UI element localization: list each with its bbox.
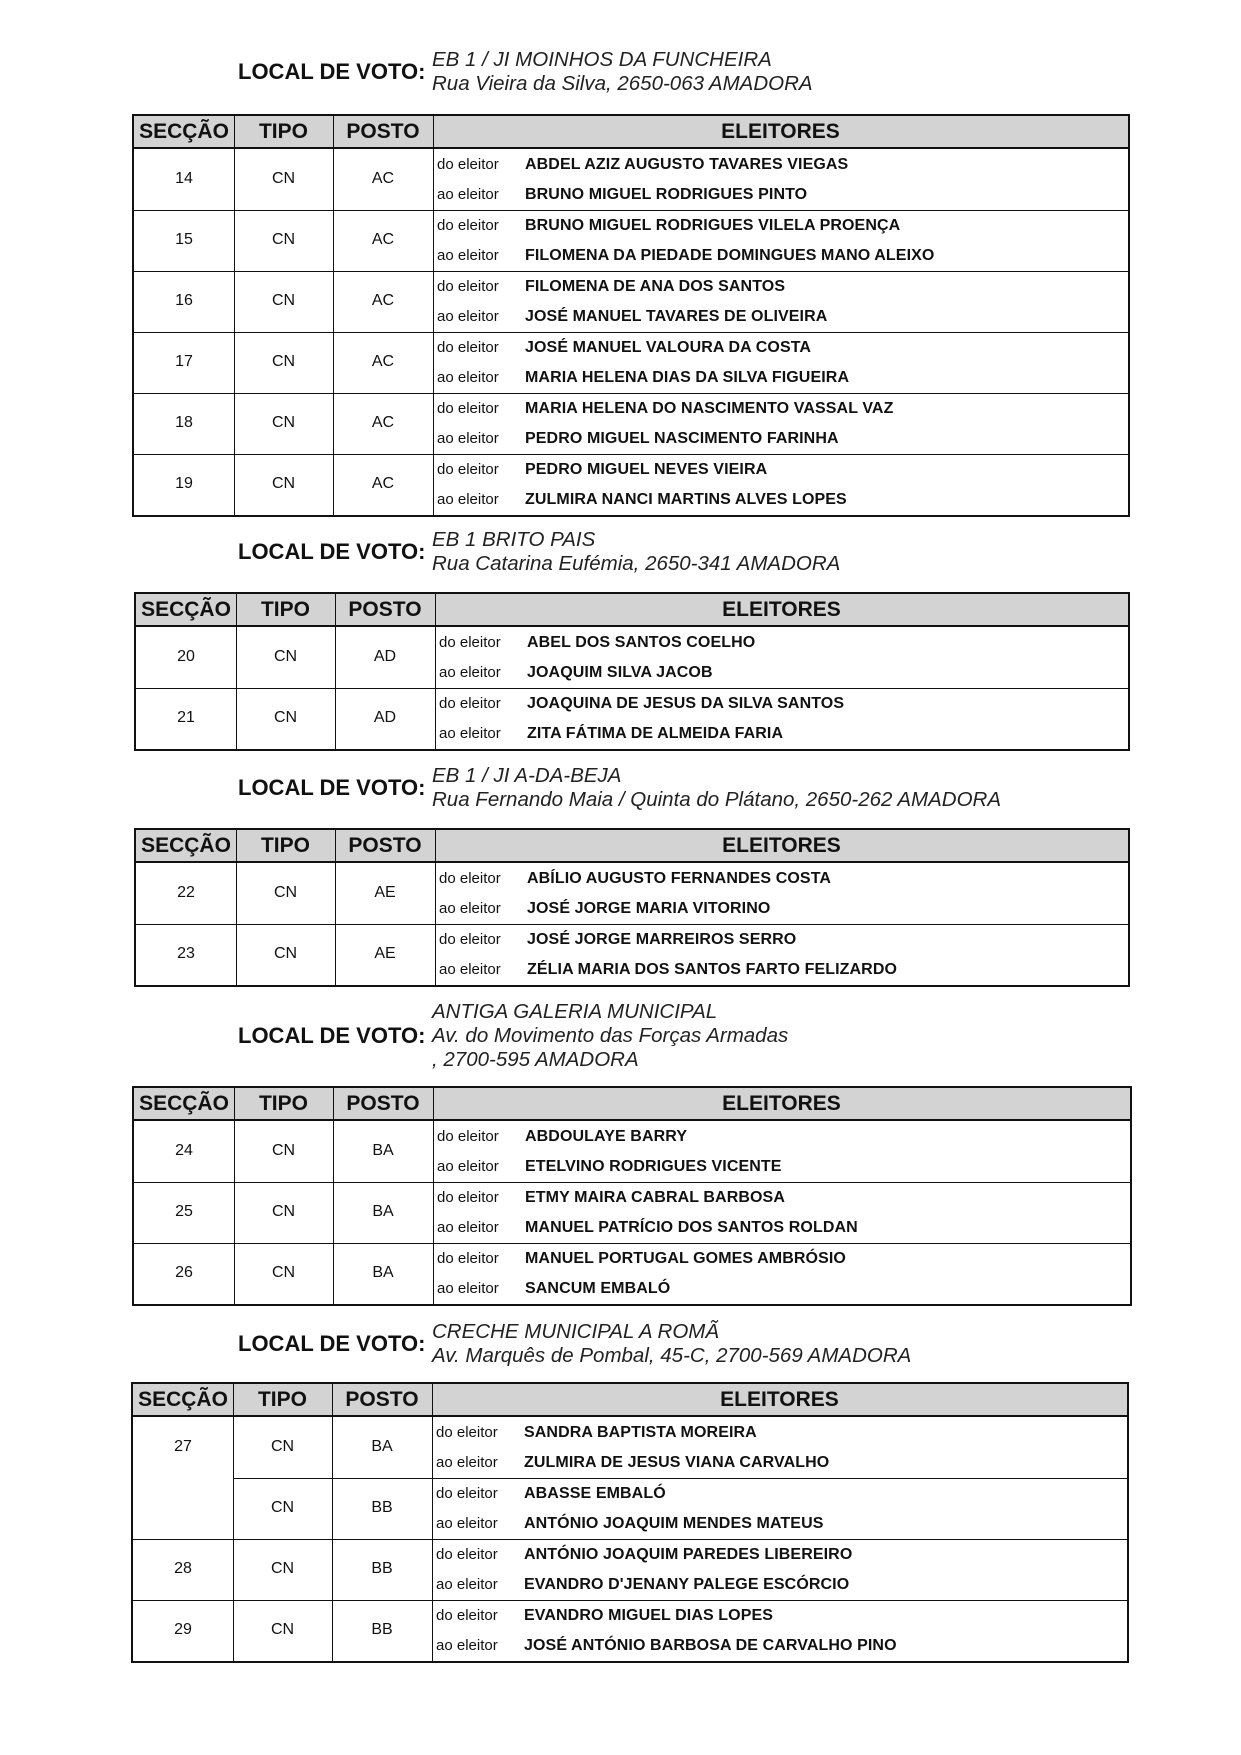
from-voter-name: ABDOULAYE BARRY — [525, 1128, 688, 1145]
address-line: Rua Catarina Eufémia, 2650-341 AMADORA — [432, 552, 841, 575]
header-posto: POSTO — [348, 598, 422, 621]
header-tipo: TIPO — [258, 1092, 308, 1115]
posto-value: AC — [371, 291, 395, 309]
header-tipo: TIPO — [260, 598, 310, 621]
table-row — [134, 1182, 1130, 1243]
table-row — [134, 210, 1128, 271]
header-eleitores: ELEITORES — [722, 834, 841, 857]
from-voter-line — [433, 150, 1128, 180]
from-voter-line — [433, 272, 1128, 302]
address-line: CRECHE MUNICIPAL A ROMÃ — [432, 1320, 720, 1343]
from-voter-name: SANDRA BAPTISTA MOREIRA — [524, 1424, 757, 1441]
to-voter-label: ao eleitor — [439, 961, 501, 978]
posto-value: AC — [371, 230, 395, 248]
table-header — [134, 116, 1128, 149]
from-voter-label: do eleitor — [437, 1189, 499, 1206]
tipo-value: CN — [271, 230, 296, 248]
to-voter-name: MANUEL PATRÍCIO DOS SANTOS ROLDAN — [525, 1219, 858, 1236]
from-voter-name: JOSÉ MANUEL VALOURA DA COSTA — [525, 339, 812, 356]
to-voter-line — [432, 1631, 1127, 1661]
posto-value: BB — [371, 1498, 393, 1516]
local-de-voto-label: LOCAL DE VOTO: — [238, 1331, 426, 1356]
from-voter-line — [435, 689, 1128, 719]
tipo-value: CN — [273, 944, 298, 962]
table-header — [136, 830, 1128, 863]
tipo-value: CN — [271, 1263, 296, 1281]
tipo-value: CN — [273, 883, 298, 901]
to-voter-name: ZULMIRA DE JESUS VIANA CARVALHO — [524, 1454, 830, 1471]
tipo-value: CN — [271, 474, 296, 492]
to-voter-label: ao eleitor — [436, 1637, 498, 1654]
table-row — [133, 1478, 1127, 1539]
from-voter-line — [433, 1122, 1130, 1152]
tipo-value: CN — [271, 1202, 296, 1220]
from-voter-name: JOAQUINA DE JESUS DA SILVA SANTOS — [527, 695, 845, 712]
header-eleitores: ELEITORES — [722, 1092, 841, 1115]
to-voter-line — [433, 302, 1128, 332]
header-posto: POSTO — [345, 1388, 419, 1411]
to-voter-label: ao eleitor — [439, 664, 501, 681]
seccao-number: 23 — [177, 944, 195, 962]
header-posto: POSTO — [346, 120, 420, 143]
header-posto: POSTO — [346, 1092, 420, 1115]
table-row — [134, 454, 1128, 515]
seccao-number: 20 — [177, 647, 195, 665]
polling-location-address — [432, 48, 813, 96]
to-voter-line — [433, 1213, 1130, 1243]
polling-location-address — [432, 1320, 911, 1368]
to-voter-label: ao eleitor — [439, 900, 501, 917]
tipo-value: CN — [270, 1437, 295, 1455]
tipo-value: CN — [271, 169, 296, 187]
from-voter-label: do eleitor — [439, 931, 501, 948]
to-voter-line — [432, 1509, 1127, 1539]
table-row — [134, 393, 1128, 454]
header-seccao: SECÇÃO — [141, 598, 231, 621]
to-voter-label: ao eleitor — [437, 1158, 499, 1175]
from-voter-line — [432, 1479, 1127, 1509]
voters-table — [132, 114, 1130, 517]
to-voter-name: ZÉLIA MARIA DOS SANTOS FARTO FELIZARDO — [527, 961, 898, 978]
seccao-number: 21 — [177, 708, 195, 726]
to-voter-line — [435, 955, 1128, 985]
from-voter-label: do eleitor — [437, 278, 499, 295]
to-voter-label: ao eleitor — [436, 1454, 498, 1471]
seccao-number: 22 — [177, 883, 195, 901]
from-voter-name: ABDEL AZIZ AUGUSTO TAVARES VIEGAS — [525, 156, 849, 173]
seccao-number: 18 — [175, 413, 193, 431]
from-voter-line — [433, 455, 1128, 485]
table-header — [136, 594, 1128, 627]
to-voter-name: JOAQUIM SILVA JACOB — [527, 664, 713, 681]
posto-value: AC — [371, 169, 395, 187]
from-voter-line — [433, 333, 1128, 363]
posto-value: BA — [371, 1437, 393, 1455]
table-row — [136, 924, 1128, 985]
to-voter-name: JOSÉ ANTÓNIO BARBOSA DE CARVALHO PINO — [524, 1637, 897, 1654]
to-voter-name: SANCUM EMBALÓ — [525, 1280, 671, 1297]
from-voter-label: do eleitor — [439, 695, 501, 712]
seccao-number: 29 — [174, 1620, 192, 1638]
to-voter-label: ao eleitor — [437, 308, 499, 325]
seccao-number: 24 — [175, 1141, 193, 1159]
from-voter-line — [433, 394, 1128, 424]
from-voter-label: do eleitor — [437, 1128, 499, 1145]
to-voter-name: EVANDRO D'JENANY PALEGE ESCÓRCIO — [524, 1576, 850, 1593]
posto-value: AC — [371, 352, 395, 370]
from-voter-label: do eleitor — [439, 634, 501, 651]
to-voter-name: ANTÓNIO JOAQUIM MENDES MATEUS — [524, 1515, 824, 1532]
table-row — [136, 688, 1128, 749]
posto-value: AE — [374, 883, 396, 901]
from-voter-line — [432, 1601, 1127, 1631]
from-voter-name: ABEL DOS SANTOS COELHO — [527, 634, 756, 651]
table-row — [133, 1417, 1127, 1478]
tipo-value: CN — [271, 291, 296, 309]
voters-table — [134, 592, 1130, 751]
from-voter-label: do eleitor — [437, 156, 499, 173]
table-row — [133, 1600, 1127, 1661]
to-voter-name: MARIA HELENA DIAS DA SILVA FIGUEIRA — [525, 369, 850, 386]
header-tipo: TIPO — [260, 834, 310, 857]
header-seccao: SECÇÃO — [141, 834, 231, 857]
voters-table — [131, 1382, 1129, 1663]
posto-value: AD — [373, 708, 397, 726]
from-voter-label: do eleitor — [436, 1607, 498, 1624]
posto-value: AD — [373, 647, 397, 665]
to-voter-line — [433, 241, 1128, 271]
to-voter-label: ao eleitor — [437, 1280, 499, 1297]
posto-value: AC — [371, 413, 395, 431]
from-voter-line — [435, 864, 1128, 894]
table-row — [133, 1539, 1127, 1600]
to-voter-label: ao eleitor — [436, 1576, 498, 1593]
seccao-number: 25 — [175, 1202, 193, 1220]
from-voter-name: ABÍLIO AUGUSTO FERNANDES COSTA — [527, 870, 832, 887]
to-voter-label: ao eleitor — [437, 186, 499, 203]
table-header — [133, 1384, 1127, 1417]
polling-location-address — [432, 1000, 788, 1072]
tipo-value: CN — [273, 708, 298, 726]
to-voter-line — [432, 1570, 1127, 1600]
tipo-value: CN — [270, 1498, 295, 1516]
from-voter-name: MANUEL PORTUGAL GOMES AMBRÓSIO — [525, 1250, 846, 1267]
tipo-value: CN — [270, 1620, 295, 1638]
header-eleitores: ELEITORES — [722, 598, 841, 621]
seccao-number: 26 — [175, 1263, 193, 1281]
from-voter-name: PEDRO MIGUEL NEVES VIEIRA — [525, 461, 768, 478]
seccao-number: 19 — [175, 474, 193, 492]
address-line: Rua Vieira da Silva, 2650-063 AMADORA — [432, 72, 813, 95]
address-line: Av. Marquês de Pombal, 45-C, 2700-569 AMADORA — [432, 1344, 912, 1367]
to-voter-line — [433, 363, 1128, 393]
from-voter-label: do eleitor — [436, 1546, 498, 1563]
table-row — [134, 1243, 1130, 1304]
to-voter-name: JOSÉ MANUEL TAVARES DE OLIVEIRA — [525, 308, 828, 325]
tipo-value: CN — [270, 1559, 295, 1577]
from-voter-line — [433, 1183, 1130, 1213]
tipo-value: CN — [271, 1141, 296, 1159]
from-voter-line — [435, 628, 1128, 658]
from-voter-line — [435, 925, 1128, 955]
to-voter-label: ao eleitor — [437, 1219, 499, 1236]
from-voter-label: do eleitor — [436, 1424, 498, 1441]
seccao-number: 28 — [174, 1559, 192, 1577]
from-voter-name: ETMY MAIRA CABRAL BARBOSA — [525, 1189, 785, 1206]
to-voter-name: JOSÉ JORGE MARIA VITORINO — [527, 900, 771, 917]
to-voter-name: ZITA FÁTIMA DE ALMEIDA FARIA — [527, 725, 784, 742]
from-voter-name: MARIA HELENA DO NASCIMENTO VASSAL VAZ — [525, 400, 894, 417]
from-voter-label: do eleitor — [437, 339, 499, 356]
local-de-voto-label: LOCAL DE VOTO: — [238, 59, 426, 84]
from-voter-line — [432, 1540, 1127, 1570]
posto-value: AC — [371, 474, 395, 492]
table-header — [134, 1088, 1130, 1121]
tipo-value: CN — [271, 352, 296, 370]
from-voter-name: EVANDRO MIGUEL DIAS LOPES — [524, 1607, 774, 1624]
to-voter-label: ao eleitor — [439, 725, 501, 742]
table-row — [134, 1121, 1130, 1182]
tipo-value: CN — [271, 413, 296, 431]
posto-value: BA — [372, 1202, 394, 1220]
to-voter-line — [435, 658, 1128, 688]
from-voter-name: ABASSE EMBALÓ — [524, 1485, 666, 1502]
header-tipo: TIPO — [258, 120, 308, 143]
to-voter-line — [433, 1152, 1130, 1182]
from-voter-line — [433, 1244, 1130, 1274]
to-voter-label: ao eleitor — [437, 247, 499, 264]
to-voter-label: ao eleitor — [437, 430, 499, 447]
header-posto: POSTO — [348, 834, 422, 857]
to-voter-line — [433, 180, 1128, 210]
from-voter-name: JOSÉ JORGE MARREIROS SERRO — [527, 931, 797, 948]
tipo-value: CN — [273, 647, 298, 665]
posto-value: BA — [372, 1141, 394, 1159]
posto-value: BB — [371, 1620, 393, 1638]
from-voter-name: ANTÓNIO JOAQUIM PAREDES LIBEREIRO — [524, 1546, 853, 1563]
from-voter-line — [433, 211, 1128, 241]
to-voter-line — [433, 424, 1128, 454]
posto-value: AE — [374, 944, 396, 962]
to-voter-name: ZULMIRA NANCI MARTINS ALVES LOPES — [525, 491, 847, 508]
from-voter-label: do eleitor — [437, 217, 499, 234]
seccao-number: 14 — [175, 169, 193, 187]
header-seccao: SECÇÃO — [139, 1092, 229, 1115]
to-voter-label: ao eleitor — [436, 1515, 498, 1532]
table-row — [134, 271, 1128, 332]
polling-location-address — [432, 764, 1001, 812]
address-line: EB 1 BRITO PAIS — [432, 528, 596, 551]
address-line: Av. do Movimento das Forças Armadas — [432, 1024, 789, 1047]
to-voter-line — [432, 1448, 1127, 1478]
to-voter-line — [433, 1274, 1130, 1304]
local-de-voto-label: LOCAL DE VOTO: — [238, 775, 426, 800]
local-de-voto-label: LOCAL DE VOTO: — [238, 1023, 426, 1048]
table-row — [134, 332, 1128, 393]
from-voter-name: FILOMENA DE ANA DOS SANTOS — [525, 278, 786, 295]
from-voter-label: do eleitor — [439, 870, 501, 887]
to-voter-line — [433, 485, 1128, 515]
polling-location-address — [432, 528, 840, 576]
address-line: Rua Fernando Maia / Quinta do Plátano, 2650-262 AMADORA — [432, 788, 1002, 811]
address-line: ANTIGA GALERIA MUNICIPAL — [432, 1000, 718, 1023]
to-voter-line — [435, 719, 1128, 749]
to-voter-name: BRUNO MIGUEL RODRIGUES PINTO — [525, 186, 808, 203]
table-row — [136, 863, 1128, 924]
to-voter-name: FILOMENA DA PIEDADE DOMINGUES MANO ALEIXO — [525, 247, 935, 264]
to-voter-label: ao eleitor — [437, 491, 499, 508]
from-voter-label: do eleitor — [436, 1485, 498, 1502]
header-seccao: SECÇÃO — [138, 1388, 228, 1411]
from-voter-label: do eleitor — [437, 461, 499, 478]
from-voter-label: do eleitor — [437, 400, 499, 417]
address-line: EB 1 / JI MOINHOS DA FUNCHEIRA — [432, 48, 772, 71]
table-row — [134, 149, 1128, 210]
header-eleitores: ELEITORES — [720, 1388, 839, 1411]
to-voter-label: ao eleitor — [437, 369, 499, 386]
from-voter-label: do eleitor — [437, 1250, 499, 1267]
voters-table — [134, 828, 1130, 987]
from-voter-line — [432, 1418, 1127, 1448]
to-voter-line — [435, 894, 1128, 924]
seccao-number: 15 — [175, 230, 193, 248]
header-seccao: SECÇÃO — [139, 120, 229, 143]
header-tipo: TIPO — [257, 1388, 307, 1411]
from-voter-name: BRUNO MIGUEL RODRIGUES VILELA PROENÇA — [525, 217, 901, 234]
to-voter-name: PEDRO MIGUEL NASCIMENTO FARINHA — [525, 430, 839, 447]
header-eleitores: ELEITORES — [721, 120, 840, 143]
posto-value: BB — [371, 1559, 393, 1577]
seccao-number: 17 — [175, 352, 193, 370]
address-line: , 2700-595 AMADORA — [432, 1048, 639, 1071]
seccao-number: 16 — [175, 291, 193, 309]
address-line: EB 1 / JI A-DA-BEJA — [432, 764, 622, 787]
voters-table — [132, 1086, 1132, 1306]
local-de-voto-label: LOCAL DE VOTO: — [238, 539, 426, 564]
table-row — [136, 627, 1128, 688]
to-voter-name: ETELVINO RODRIGUES VICENTE — [525, 1158, 782, 1175]
seccao-number: 27 — [174, 1437, 192, 1455]
posto-value: BA — [372, 1263, 394, 1281]
